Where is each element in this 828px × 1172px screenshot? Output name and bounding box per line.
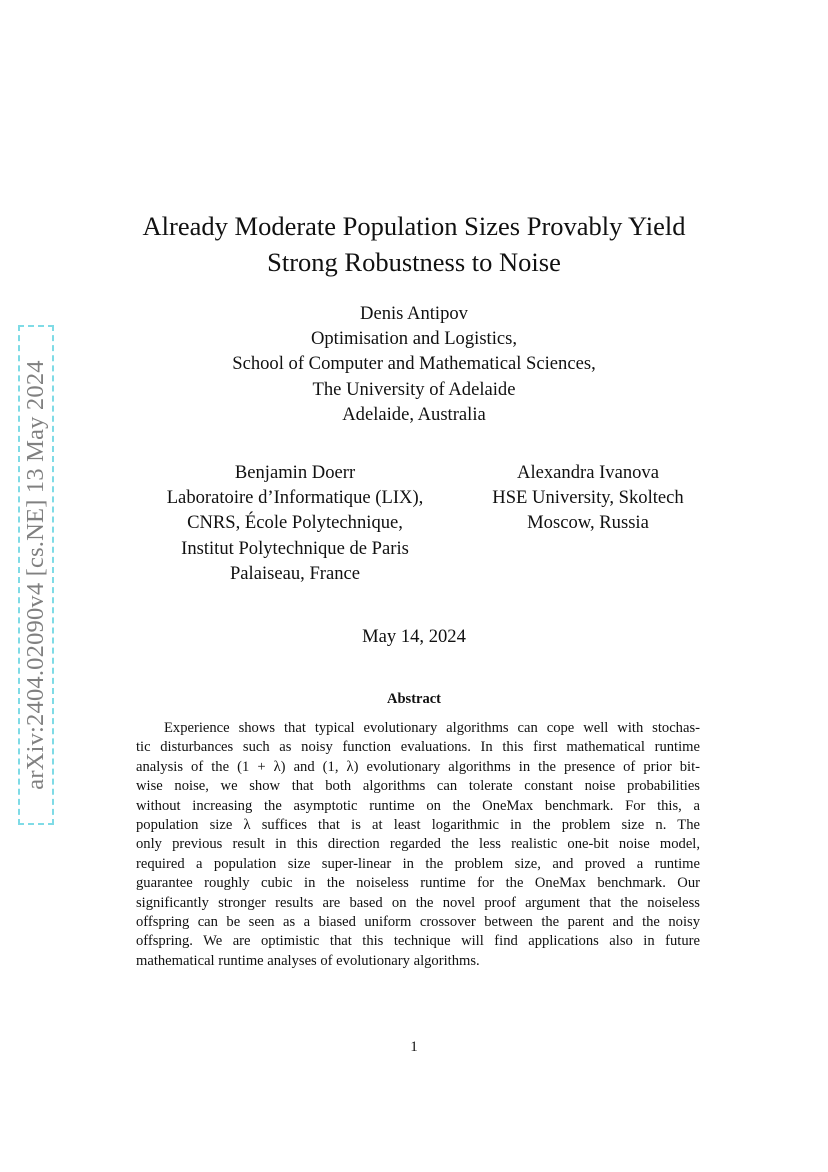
- page-number: 1: [410, 1039, 418, 1055]
- author-block-ivanova: [470, 460, 706, 536]
- abstract-line: wise noise, we show that both algorithms can tolerate constant noise probabilities: [136, 778, 700, 795]
- title-line-1: Already Moderate Population Sizes Provably Yield: [142, 211, 686, 241]
- abstract-line: Experience shows that typical evolutionary algorithms can cope well with stochas-: [164, 720, 700, 736]
- paper-date: May 14, 2024: [362, 626, 466, 647]
- abstract-line: offspring. We are optimistic that this technique will find applications also in future: [136, 933, 700, 950]
- author-name: Benjamin Doerr: [234, 462, 356, 483]
- author-affiliation: CNRS, École Polytechnique,: [187, 512, 403, 534]
- author-affiliation: Laboratoire d’Informatique (LIX),: [166, 487, 424, 509]
- author-location: Adelaide, Australia: [342, 403, 486, 425]
- abstract-line: analysis of the (1 + λ) and (1, λ) evolutionary algorithms in the presence of prior bit-: [136, 758, 700, 775]
- arxiv-identifier[interactable]: arXiv:2404.02090v4 [cs.NE] 13 May 2024: [22, 360, 49, 790]
- paper-title: [0, 208, 828, 280]
- abstract-body: [136, 719, 700, 971]
- author-affiliation: School of Computer and Mathematical Sciences,: [232, 353, 596, 375]
- author-location: Palaiseau, France: [229, 562, 361, 584]
- author-affiliation: HSE University, Skoltech: [492, 487, 684, 509]
- abstract-line: population size λ suffices that is at least logarithmic in the problem size n. The: [136, 816, 700, 833]
- author-affiliation: Institut Polytechnique de Paris: [181, 537, 409, 559]
- abstract-line: without increasing the asymptotic runtime on the OneMax benchmark. For this, a: [136, 797, 700, 814]
- author-affiliation: The University of Adelaide: [312, 378, 516, 400]
- abstract-heading: Abstract: [387, 691, 441, 707]
- abstract-line: required a population size super-linear in the problem size, and proved a runtime: [136, 855, 700, 872]
- author-block-doerr: [130, 460, 460, 586]
- title-line-2: Strong Robustness to Noise: [267, 247, 561, 277]
- author-name: Alexandra Ivanova: [517, 462, 659, 483]
- abstract-line: offspring can be seen as a biased uniform crossover between the parent and the noisy: [136, 913, 700, 930]
- author-name: Denis Antipov: [360, 303, 468, 324]
- abstract-line: guarantee roughly cubic in the noiseless runtime for the OneMax benchmark. Our: [136, 875, 700, 892]
- author-block-antipov: [0, 301, 828, 427]
- author-affiliation: Optimisation and Logistics,: [310, 328, 518, 350]
- abstract-line: only previous result in this direction regarded the less realistic one-bit noise model,: [136, 836, 700, 853]
- author-location: Moscow, Russia: [527, 512, 649, 534]
- abstract-line: mathematical runtime analyses of evolutionary algorithms.: [136, 952, 480, 969]
- abstract-line: tic disturbances such as noisy function evaluations. In this first mathematical runtime: [136, 739, 700, 756]
- abstract-line: significantly stronger results are based on the novel proof argument that the noiseless: [136, 894, 700, 911]
